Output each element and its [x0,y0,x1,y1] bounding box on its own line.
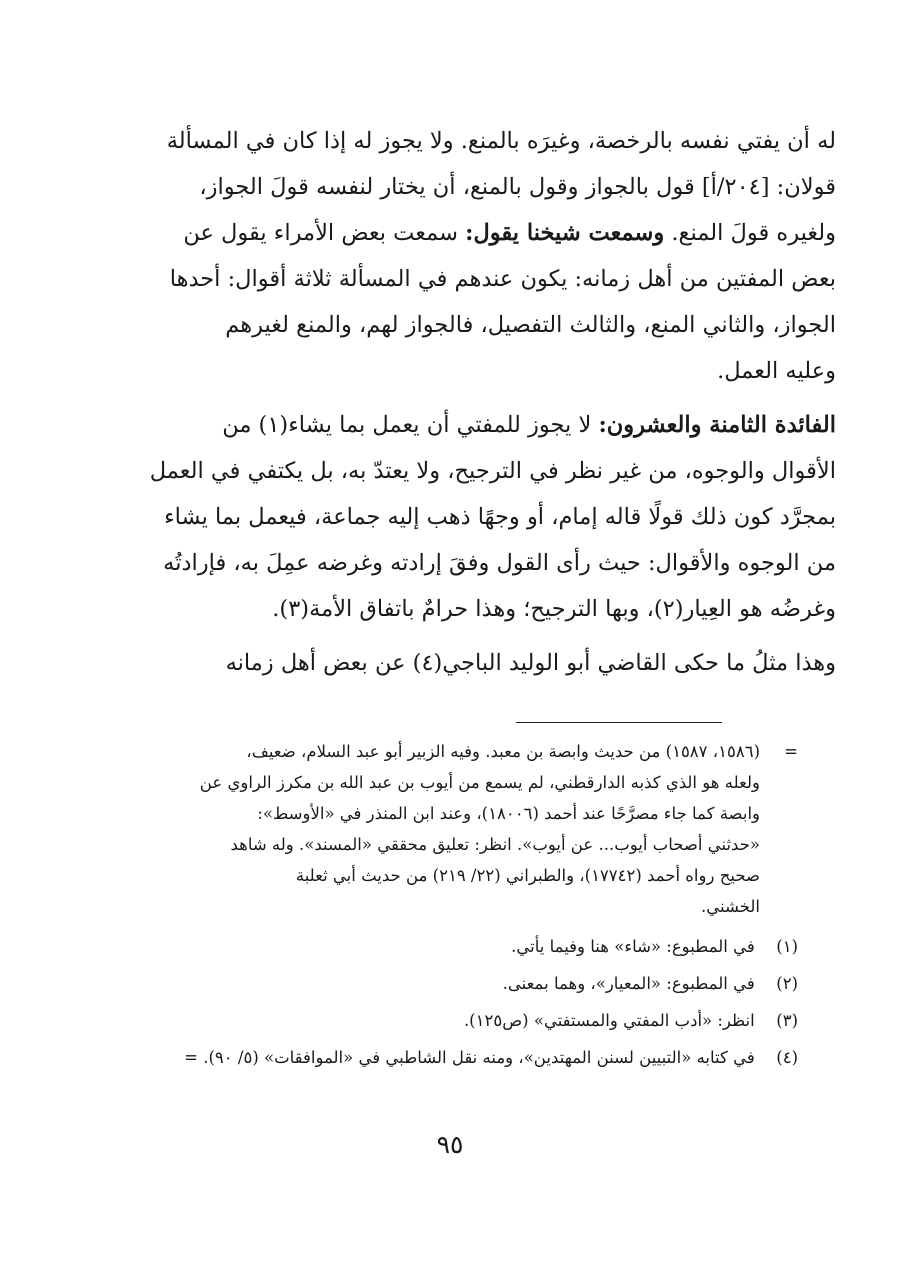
text-run: ولغيره قولَ المنع. [671,220,836,246]
text-line [118,210,836,256]
footnote-text: في المطبوع: «شاء» هنا وفيما يأتي. [511,937,755,956]
footnote-3 [98,1002,798,1039]
text-line: بعض المفتين من أهل زمانه: يكون عندهم في المسألة ثلاثة أقوال: أحدها [169,266,836,292]
text-line: له أن يفتي نفسه بالرخصة، وغيرَه بالمنع. ولا يجوز له إذا كان في المسألة [166,128,836,154]
footnote-line: صحيح رواه أحمد (١٧٧٤٢)، والطبراني (٢٢/ ٢١٩) من حديث أبي ثعلبة [295,866,760,885]
section-heading: الفائدة الثامنة والعشرون: [598,412,836,438]
text-line: وعليه العمل. [717,358,836,384]
footnote-line: الخشني. [701,897,760,916]
footnote-line: ولعله هو الذي كذبه الدارقطني، لم يسمع من أيوب بن عبد الله بن مكرز الراوي عن [199,773,760,792]
footnote-number: (٢) [776,974,798,993]
footnote-continuation [98,736,798,922]
text-line [118,402,836,448]
text-line: الجواز، والثاني المنع، والثالث التفصيل، فالجواز لهم، والمنع لغيرهم [225,312,836,338]
paragraph-2 [118,402,836,632]
footnote-2 [98,965,798,1002]
main-text [118,118,836,686]
footnote-text: (١٥٨٦، ١٥٨٧) من حديث وابصة بن معبد. وفيه الزبير أبو عبد السلام، ضعيف، [246,742,760,761]
footnotes [98,736,798,1076]
footnote-number: (٣) [776,1011,798,1030]
text-line: من الوجوه والأقوال: حيث رأى القول وفقَ إرادته وغرضه عمِلَ به، فإرادتُه [163,550,836,576]
footnote-line [98,736,798,767]
continuation-mark: = [784,742,798,761]
text-line: وغرضُه هو العِيار(٢)، وبها الترجيح؛ وهذا حرامٌ باتفاق الأمة(٣). [272,596,836,622]
footnote-text: انظر: «أدب المفتي والمستفتي» (ص١٢٥). [463,1011,755,1030]
text-run: لا يجوز للمفتي أن يعمل بما يشاء(١) من [222,412,592,438]
text-line: بمجرَّد كون ذلك قولًا قاله إمام، أو وجهًا ذهب إليه جماعة، فيعمل بما يشاء [164,504,836,530]
text-line: وهذا مثلُ ما حكى القاضي أبو الوليد الباجي(٤) عن بعض أهل زمانه [225,650,836,676]
text-run: سمعت بعض الأمراء يقول عن [183,220,458,246]
bold-lead: وسمعت شيخنا يقول: [465,220,665,246]
footnote-number: (٤) [776,1048,798,1067]
page-number: ٩٥ [436,1130,464,1159]
footnote-4 [98,1039,798,1076]
text-line: قولان: [٢٠٤/أ] قول بالجواز وقول بالمنع، أن يختار لنفسه قولَ الجواز، [199,174,836,200]
footnote-line: وابصة كما جاء مصرَّحًا عند أحمد (١٨٠٠٦)، وعند ابن المنذر في «الأوسط»: [257,804,760,823]
footnote-line: «حدثني أصحاب أيوب... عن أيوب». انظر: تعليق محققي «المسند». وله شاهد [230,835,760,854]
footnote-text: في المطبوع: «المعيار»، وهما بمعنى. [502,974,755,993]
paragraph-3 [118,640,836,686]
text-line: الأقوال والوجوه، من غير نظر في الترجيح، ولا يعتدّ به، بل يكتفي في العمل [149,458,836,484]
paragraph-1 [118,118,836,394]
footnote-divider [516,722,722,723]
footnote-text: في كتابه «التبيين لسنن المهتدين»، ومنه نقل الشاطبي في «الموافقات» (٥/ ٩٠). = [184,1048,755,1067]
footnote-1 [98,928,798,965]
footnote-number: (١) [776,937,798,956]
